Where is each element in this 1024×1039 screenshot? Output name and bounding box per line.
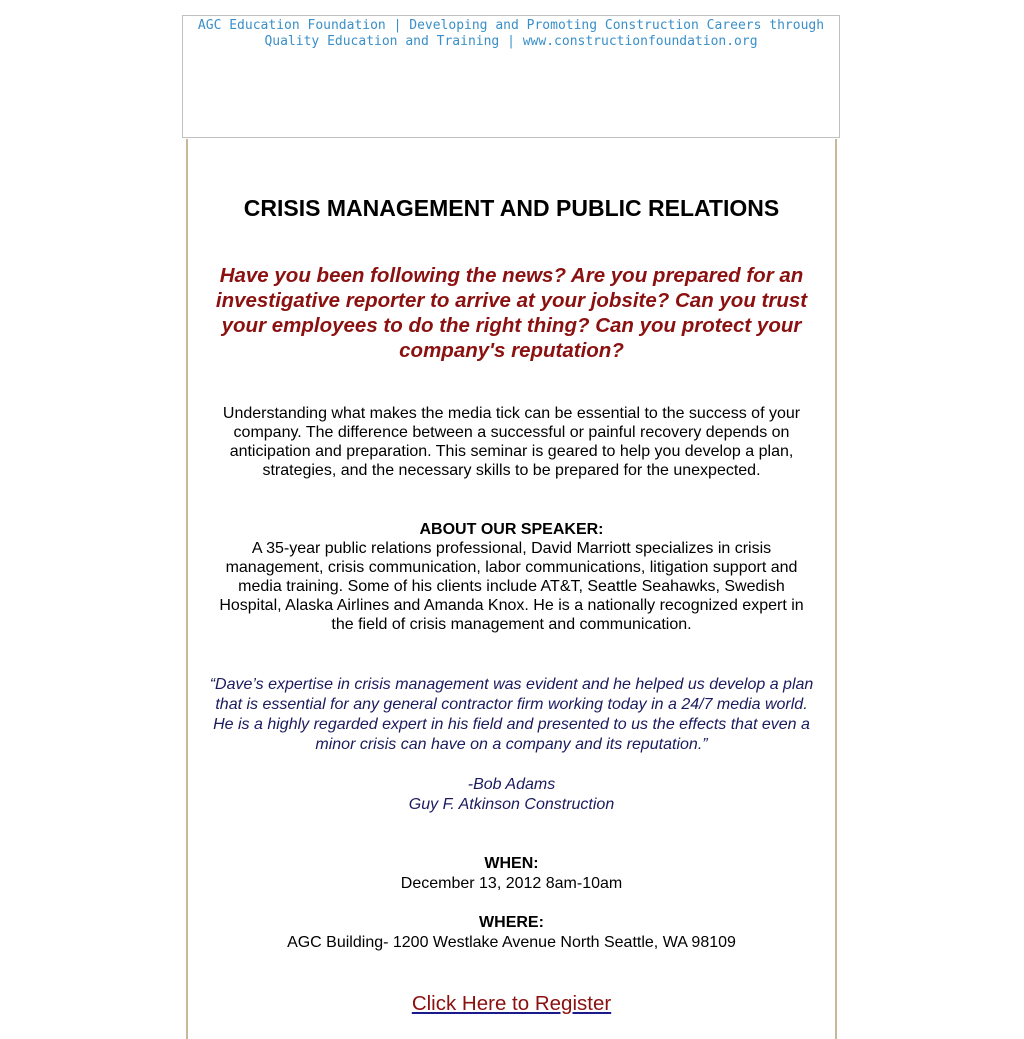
testimonial-author: -Bob Adams xyxy=(467,776,556,793)
speaker-heading: ABOUT OUR SPEAKER: xyxy=(419,521,604,538)
where-label: WHERE: xyxy=(479,914,544,931)
header-banner-image[interactable] xyxy=(182,15,840,138)
testimonial-attribution xyxy=(188,775,835,815)
register-link[interactable]: Click Here to Register xyxy=(411,992,612,1015)
banner-alt-text: AGC Education Foundation | Developing and Promoting Construction Careers through Quality Education and Training | www.constructionfoundation.org xyxy=(197,18,825,49)
email-body xyxy=(186,139,837,1039)
register-section xyxy=(188,992,835,1016)
where-section xyxy=(188,913,835,953)
intro-paragraph: Understanding what makes the media tick can be essential to the success of your company. The difference between a successful or painful recovery depends on anticipation and preparation. This seminar is geared to help you develop a plan, strategies, and the necessary skills to be prepared for the unexpected. xyxy=(222,405,801,479)
where-value: AGC Building- 1200 Westlake Avenue North Seattle, WA 98109 xyxy=(287,934,736,951)
testimonial-company: Guy F. Atkinson Construction xyxy=(408,796,615,813)
speaker-section xyxy=(210,520,813,634)
when-section xyxy=(188,854,835,894)
teaser-question: Have you been following the news? Are you prepared for an investigative reporter to arrive at your jobsite? Can you trust your employees to do the right thing? Can you protect your company's reputation? xyxy=(215,264,808,362)
when-label: WHEN: xyxy=(484,855,539,872)
testimonial-quote: “Dave’s expertise in crisis management was evident and he helped us develop a plan that is essential for any general contractor firm working today in a 24/7 media world. He is a highly regarded expert in his field and presented to us the effects that even a minor crisis can have on a company and its reputation.” xyxy=(209,676,814,753)
page-title: CRISIS MANAGEMENT AND PUBLIC RELATIONS xyxy=(243,195,780,221)
speaker-bio: A 35-year public relations professional, David Marriott specializes in crisis management, crisis communication, labor communications, litigation support and media training. Some of his clients include AT&T, Seattle Seahawks, Swedish Hospital, Alaska Airlines and Amanda Knox. He is a nationally recognized expert in the field of crisis management and communication. xyxy=(219,540,804,633)
when-value: December 13, 2012 8am-10am xyxy=(400,875,623,892)
